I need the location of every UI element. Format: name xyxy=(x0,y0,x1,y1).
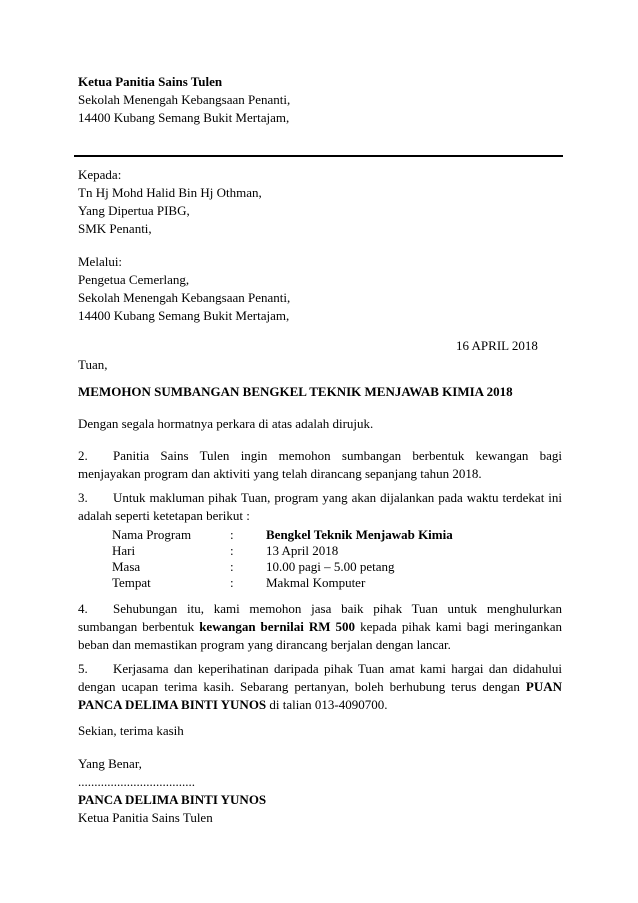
table-row xyxy=(112,559,453,575)
via-line1: Sekolah Menengah Kebangsaan Penanti, xyxy=(78,290,291,305)
via-line2: 14400 Kubang Semang Bukit Mertajam, xyxy=(78,308,290,323)
closing-text: Sekian, terima kasih xyxy=(78,723,184,738)
salutation-text: Tuan, xyxy=(78,357,108,372)
sender-line1: Sekolah Menengah Kebangsaan Penanti, xyxy=(78,92,291,107)
p2-text: Panitia Sains Tulen ingin memohon sumbangan berbentuk kewangan bagi menjayakan program dan aktiviti yang telah dirancang sepanjang tahun 2018. xyxy=(78,448,562,481)
row-label: Masa xyxy=(112,559,141,574)
signer-title: Ketua Panitia Sains Tulen xyxy=(78,810,213,825)
p4-number: 4. xyxy=(78,601,88,616)
sender-title: Ketua Panitia Sains Tulen xyxy=(78,74,223,89)
row-separator: : xyxy=(230,527,234,542)
p3-number: 3. xyxy=(78,490,88,505)
recipient-kepada: Kepada: xyxy=(78,167,122,182)
row-separator: : xyxy=(230,559,234,574)
sender-line2: 14400 Kubang Semang Bukit Mertajam, xyxy=(78,110,290,125)
p3-text: Untuk makluman pihak Tuan, program yang akan dijalankan pada waktu terdekat ini adalah seperti ketetapan berikut : xyxy=(78,490,562,523)
signature-line: .................................... xyxy=(78,774,195,789)
row-separator: : xyxy=(230,543,234,558)
paragraph-5 xyxy=(78,660,562,714)
recipient-block xyxy=(78,166,562,238)
p2-number: 2. xyxy=(78,448,88,463)
paragraph-3 xyxy=(78,489,562,525)
via-label: Melalui: xyxy=(78,254,123,269)
table-row xyxy=(112,543,453,559)
signoff-text: Yang Benar, xyxy=(78,756,142,771)
p5-text-a: Kerjasama dan keperihatinan daripada pihak Tuan amat kami hargai dan didahului dengan ucapan terima kasih. Sebarang pertanyan, boleh berhubung terus dengan xyxy=(78,661,562,694)
row-label: Hari xyxy=(112,543,136,558)
row-label: Nama Program xyxy=(112,527,192,542)
signature-block xyxy=(78,755,562,827)
table-row xyxy=(112,527,453,543)
row-value: 13 April 2018 xyxy=(266,543,339,558)
p4-amount: kewangan bernilai RM 500 xyxy=(199,619,356,634)
letter-date: 16 APRIL 2018 xyxy=(456,338,538,353)
subject-line xyxy=(78,383,562,401)
p5-contact-name: PUAN PANCA DELIMA BINTI YUNOS xyxy=(78,679,562,712)
signer-name: PANCA DELIMA BINTI YUNOS xyxy=(78,792,267,807)
recipient-org: SMK Penanti, xyxy=(78,221,152,236)
p5-text-b: di talian 013-4090700. xyxy=(266,697,388,712)
recipient-position: Yang Dipertua PIBG, xyxy=(78,203,190,218)
p4-text-b: kepada pihak kami bagi meringankan beban dan memastikan program yang dirancang berjalan dengan lancar. xyxy=(78,619,563,652)
via-title: Pengetua Cemerlang, xyxy=(78,272,190,287)
p5-number: 5. xyxy=(78,661,88,676)
row-label: Tempat xyxy=(112,575,151,590)
row-value: 10.00 pagi – 5.00 petang xyxy=(266,559,395,574)
sender-block xyxy=(78,73,562,127)
via-block xyxy=(78,253,562,325)
table-row xyxy=(112,575,453,591)
salutation xyxy=(78,356,562,374)
p4-text-a: Sehubungan itu, kami memohon jasa baik pihak Tuan untuk menghulurkan sumbangan berbentuk xyxy=(78,601,562,634)
recipient-name: Tn Hj Mohd Halid Bin Hj Othman, xyxy=(78,185,262,200)
paragraph-2 xyxy=(78,447,562,483)
row-value: Makmal Komputer xyxy=(266,575,366,590)
row-separator: : xyxy=(230,575,234,590)
paragraph-4 xyxy=(78,600,562,654)
closing xyxy=(78,722,562,740)
intro-paragraph xyxy=(78,415,562,433)
program-details-table xyxy=(112,527,453,591)
header-divider xyxy=(74,155,563,157)
intro-text: Dengan segala hormatnya perkara di atas adalah dirujuk. xyxy=(78,416,374,431)
row-value: Bengkel Teknik Menjawab Kimia xyxy=(266,527,453,542)
subject-text: MEMOHON SUMBANGAN BENGKEL TEKNIK MENJAWAB KIMIA 2018 xyxy=(78,384,513,399)
